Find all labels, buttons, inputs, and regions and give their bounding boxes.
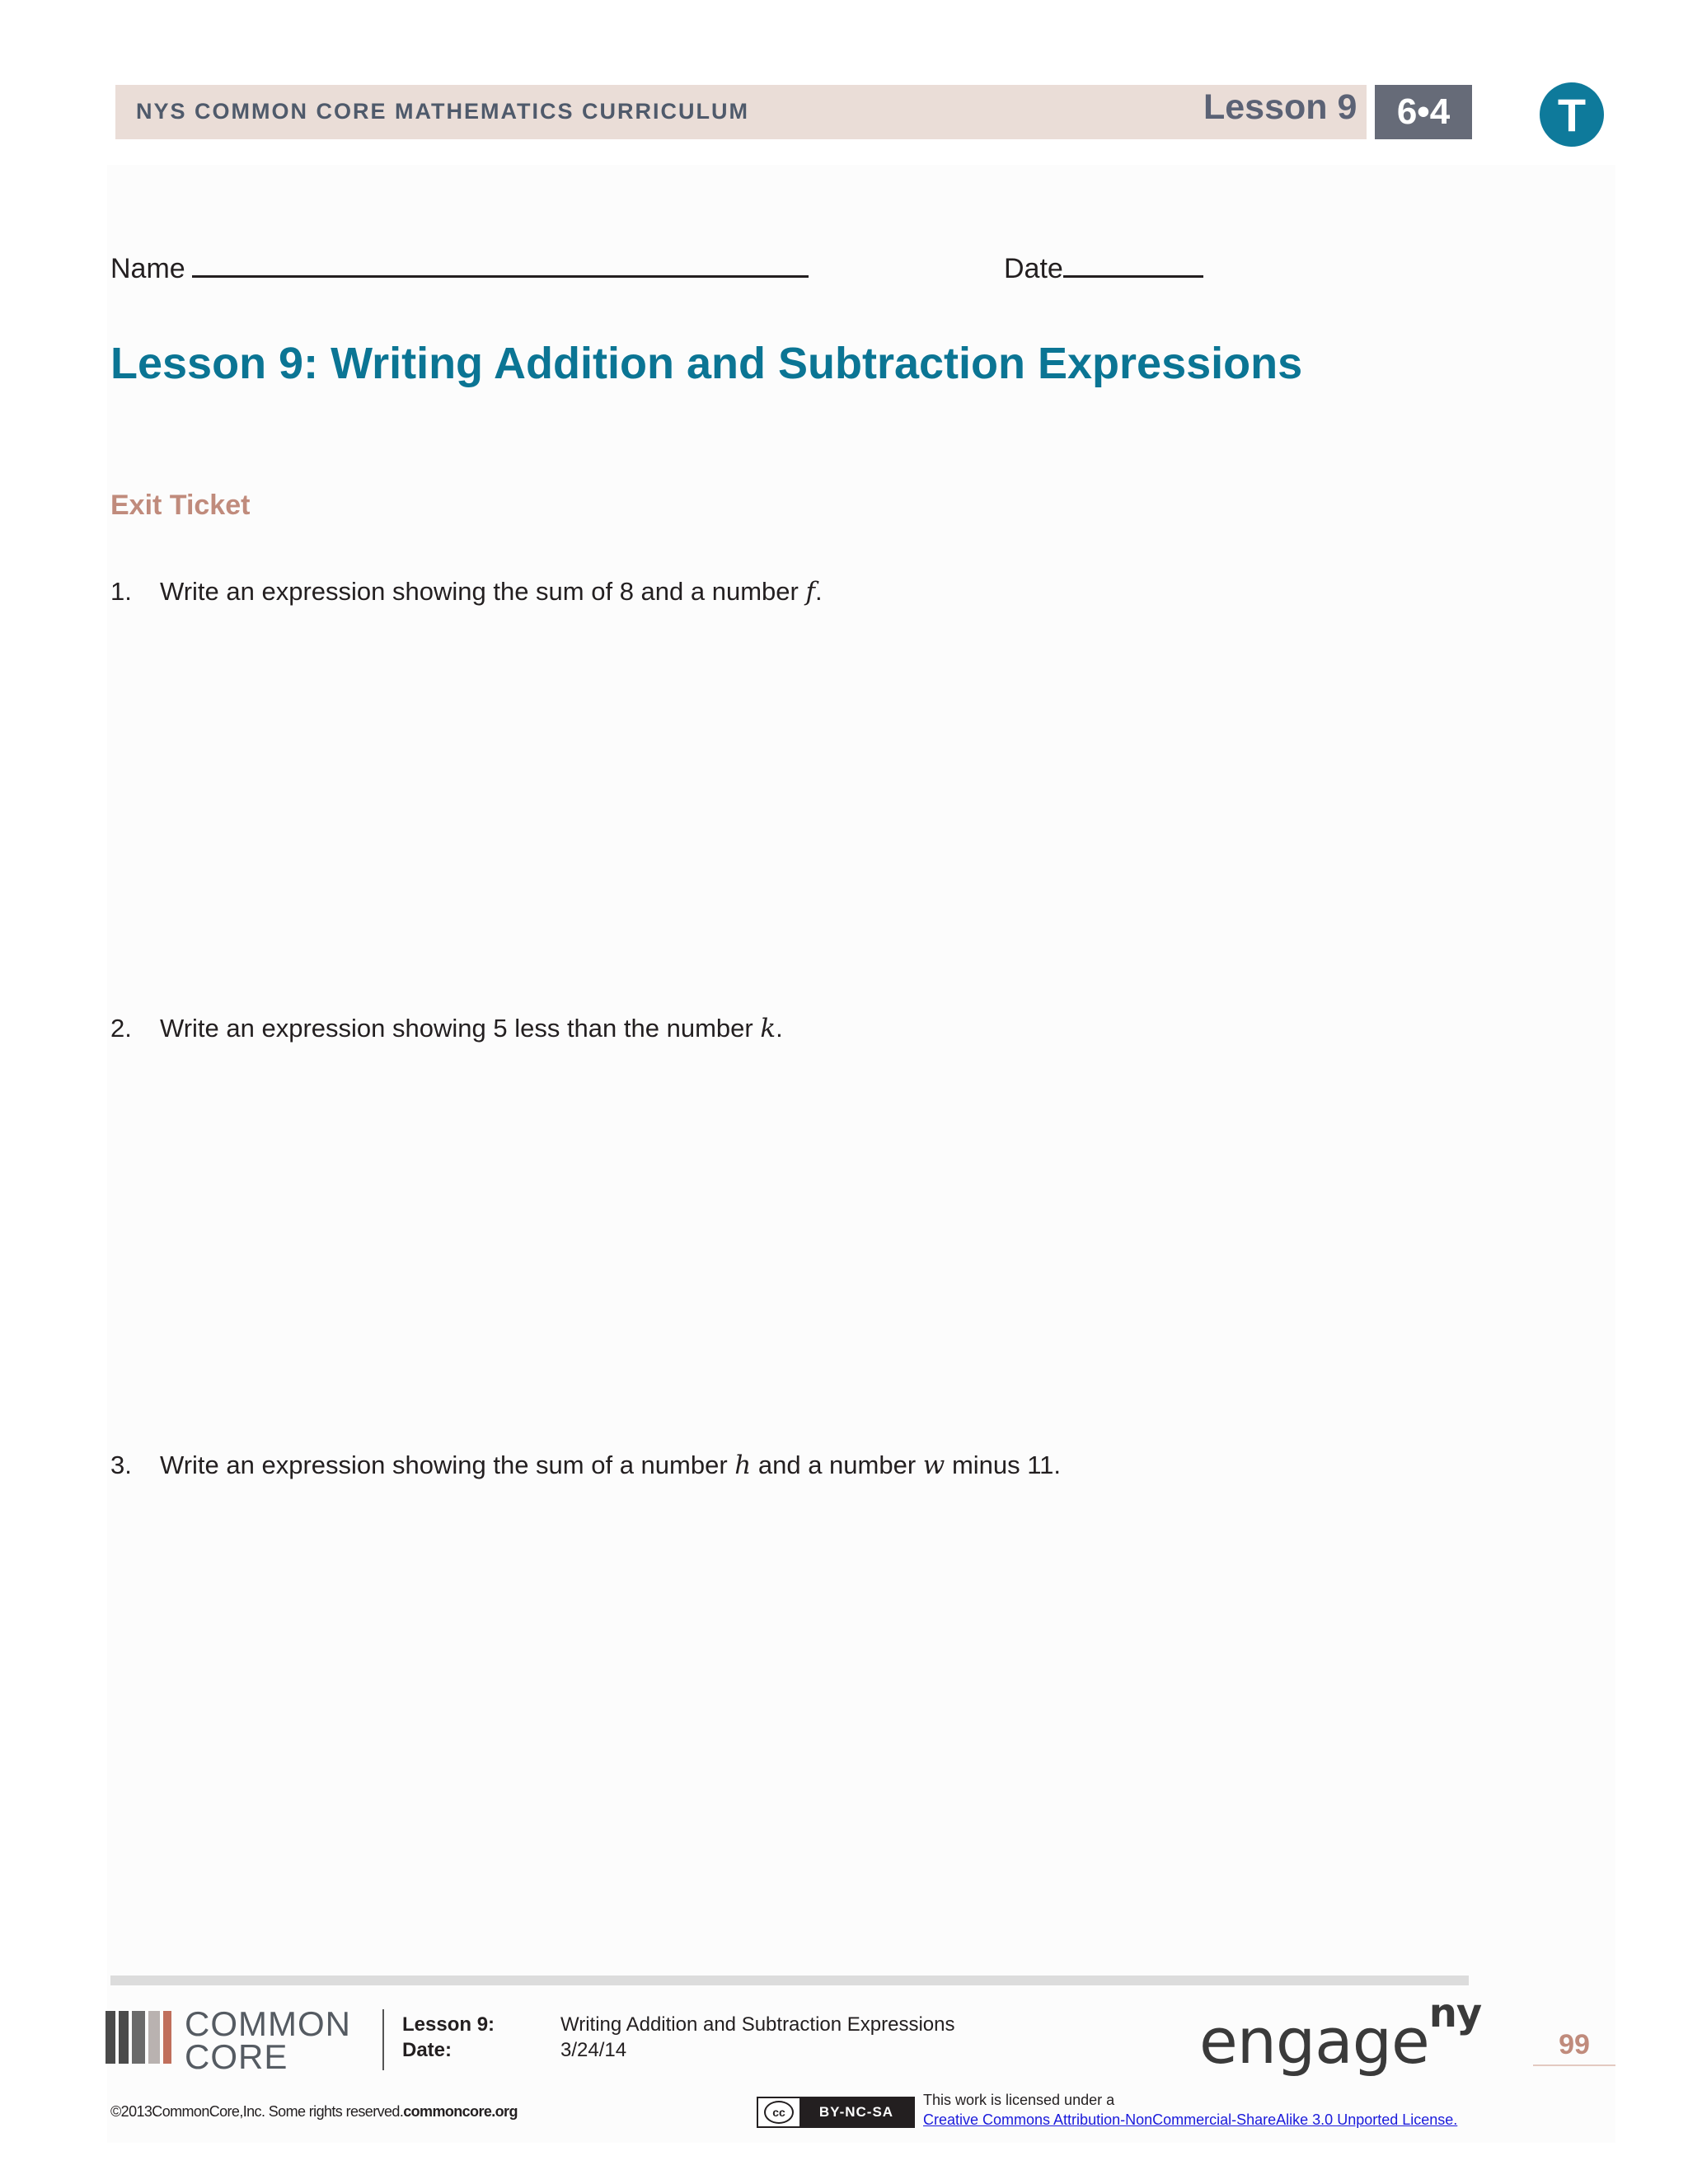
question-text-middle: and a number (751, 1451, 923, 1479)
license-link[interactable]: Creative Commons Attribution-NonCommercial-ShareAlike 3.0 Unported License. (923, 2111, 1458, 2128)
question-text-end: minus 11. (945, 1451, 1062, 1479)
question-text-end: . (814, 577, 823, 606)
question-text: Write an expression showing the sum of a number (160, 1451, 735, 1479)
date-label: Date (1004, 253, 1063, 284)
variable: f (805, 577, 815, 607)
name-label: Name (110, 253, 185, 284)
question-text-end: . (776, 1014, 783, 1043)
variable: k (760, 1014, 776, 1043)
cc-icon: cc (758, 2098, 799, 2126)
license-text: This work is licensed under a (923, 2092, 1115, 2108)
variable: h (734, 1451, 752, 1480)
header-lesson-label: Lesson 9 (1203, 87, 1357, 127)
teacher-badge-icon: T (1540, 82, 1604, 147)
footer-lesson-label: Lesson 9: (402, 2013, 495, 2036)
page-title: Lesson 9: Writing Addition and Subtraction Expressions (110, 339, 1303, 388)
footer-separator (382, 2009, 384, 2070)
copyright (110, 2103, 518, 2121)
page-number: 99 (1533, 2029, 1615, 2066)
copyright-text: ©2013CommonCore,Inc. Some rights reserved. (110, 2103, 404, 2120)
footer-divider (110, 1975, 1469, 1985)
question-text: Write an expression showing the sum of 8 and a number (160, 577, 806, 606)
module-badge: 6•4 (1375, 85, 1472, 139)
engage-ny-text: ny (1428, 1990, 1482, 2036)
footer-date-label: Date: (402, 2039, 452, 2061)
footer-date-value: 3/24/14 (560, 2039, 627, 2061)
question-number: 3. (110, 1451, 132, 1479)
engage-text: engage (1199, 2004, 1429, 2078)
question-3 (110, 1451, 1061, 1480)
question-2 (110, 1014, 783, 1043)
question-number: 1. (110, 577, 132, 606)
worksheet-page (107, 165, 1615, 2143)
date-blank-line[interactable] (1063, 252, 1203, 278)
name-blank-line[interactable] (192, 252, 809, 278)
copyright-site[interactable]: commoncore.org (403, 2103, 518, 2120)
question-text: Write an expression showing 5 less than the number (160, 1014, 761, 1043)
date-field (1004, 252, 1203, 285)
question-number: 2. (110, 1014, 132, 1043)
curriculum-title: NYS COMMON CORE MATHEMATICS CURRICULUM (136, 99, 749, 124)
section-heading: Exit Ticket (110, 490, 251, 521)
creative-commons-badge[interactable] (757, 2097, 915, 2128)
logo-text-common: COMMON (185, 2004, 351, 2043)
logo-text-core: CORE (185, 2037, 288, 2076)
engageny-logo (1199, 1990, 1482, 2078)
cc-terms: BY-NC-SA (799, 2098, 913, 2126)
name-field (110, 252, 809, 285)
common-core-logo (106, 2004, 361, 2076)
question-1 (110, 577, 823, 607)
variable: w (922, 1451, 945, 1480)
footer-lesson-value: Writing Addition and Subtraction Expressions (560, 2013, 955, 2036)
